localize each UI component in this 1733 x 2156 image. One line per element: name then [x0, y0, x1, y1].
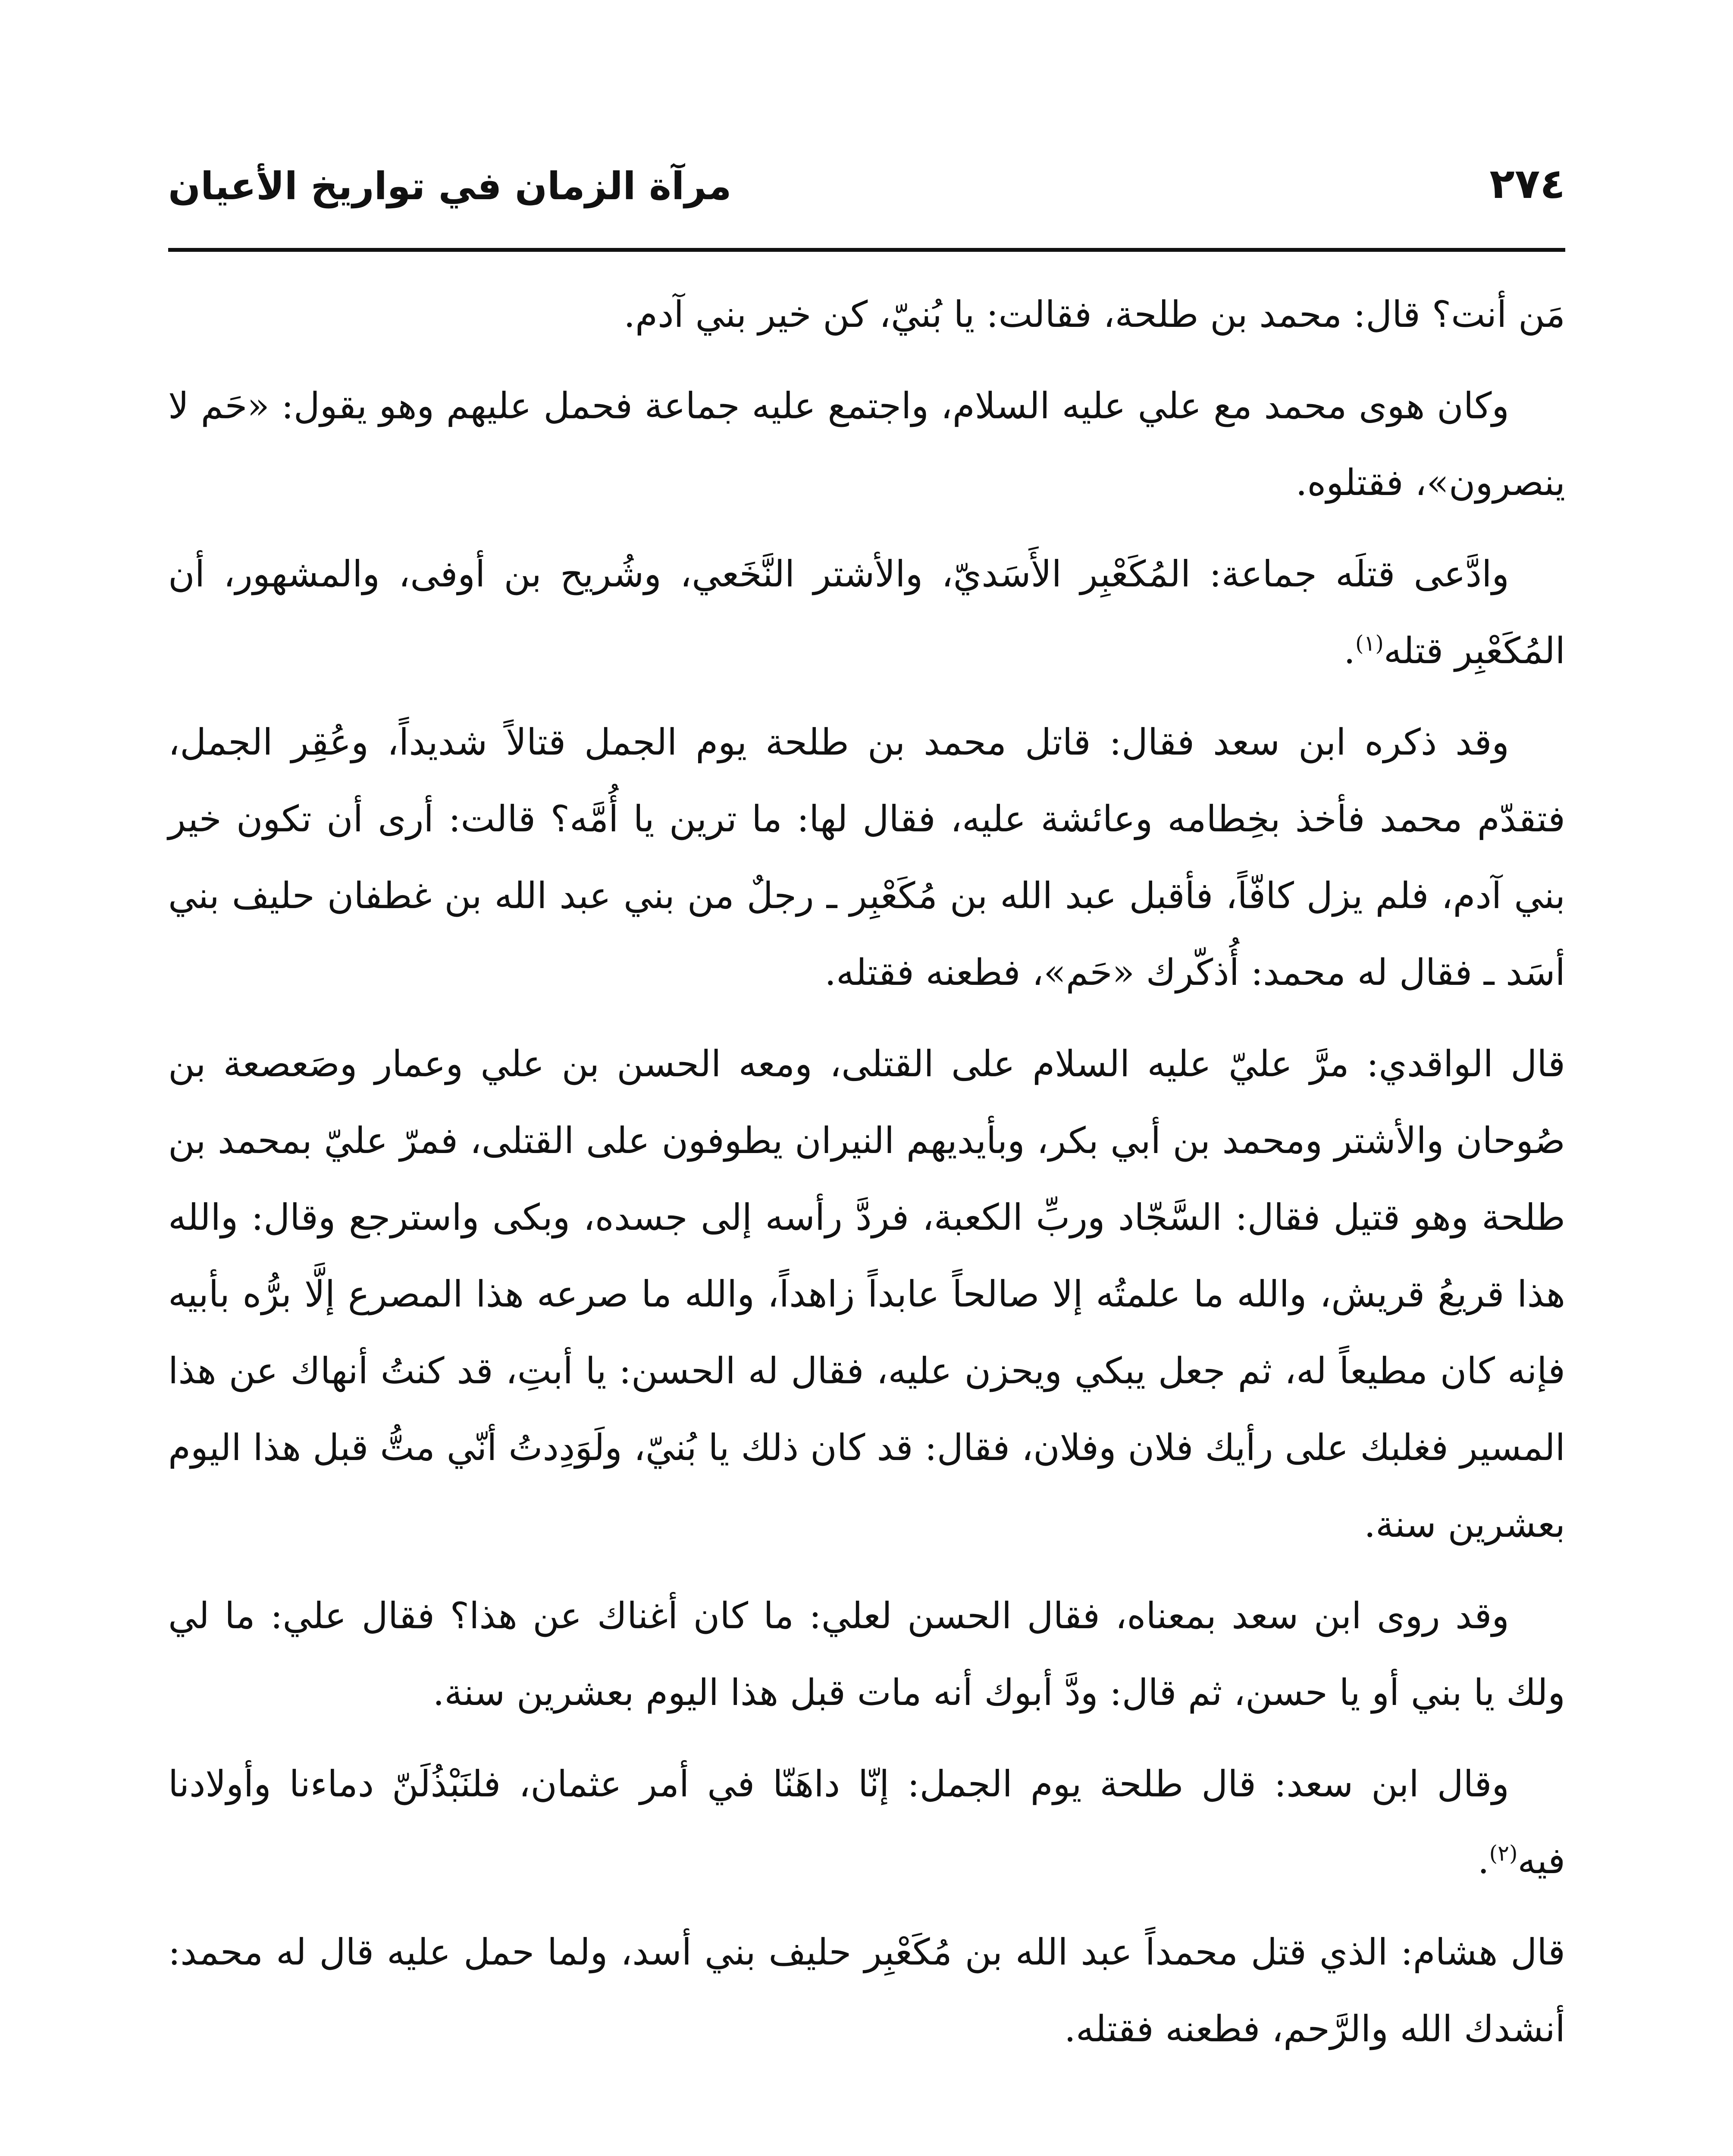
header-rule: [168, 248, 1565, 252]
paragraph-end: .: [1344, 630, 1355, 672]
paragraph-text: وقد روى ابن سعد بمعناه، فقال الحسن لعلي: ما كان أغناك عن هذا؟ فقال علي: ما لي ولك يا بني أو يا حسن، ثم قال: ودَّ أبوك أنه مات قبل هذا اليوم بعشرين سنة.: [168, 1595, 1565, 1714]
paragraph-text: وادَّعى قتلَه جماعة: المُكَعْبِر الأَسَديّ، والأشتر النَّخَعي، وشُريح بن أوفى، والمشهور، أن المُكَعْبِر قتله: [168, 553, 1565, 672]
page-number: ٢٧٤: [1489, 160, 1565, 208]
paragraph-2: [168, 367, 1565, 521]
paragraph-3: [168, 536, 1565, 689]
footnote-reference-1[interactable]: (١): [1355, 631, 1384, 656]
paragraph-4: [168, 704, 1565, 1011]
page-header: [168, 129, 1565, 229]
paragraph-end: .: [1477, 1839, 1489, 1882]
body-text: [168, 276, 1565, 2082]
book-page: [168, 0, 1565, 2156]
paragraph-text: قال هشام: الذي قتل محمداً عبد الله بن مُكَعْبِر حليف بني أسد، ولما حمل عليه قال له محمد: أنشدك الله والرَّحم، فطعنه فقتله.: [168, 1931, 1565, 2050]
running-title: مرآة الزمان في تواريخ الأعيان: [168, 164, 732, 208]
paragraph-6: [168, 1577, 1565, 1731]
paragraph-1: [168, 276, 1565, 353]
paragraph-5: [168, 1025, 1565, 1563]
paragraph-text: وقال ابن سعد: قال طلحة يوم الجمل: إنّا داهَنّا في أمر عثمان، فلنَبْذُلَنّ دماءنا وأولادنا فيه: [168, 1763, 1565, 1882]
paragraph-text: وكان هوى محمد مع علي عليه السلام، واجتمع عليه جماعة فحمل عليهم وهو يقول: «حَم لا ينصرون»، فقتلوه.: [168, 385, 1565, 504]
paragraph-8: [168, 1914, 1565, 2067]
paragraph-text: مَن أنت؟ قال: محمد بن طلحة، فقالت: يا بُنيّ، كن خير بني آدم.: [624, 293, 1565, 335]
paragraph-text: قال الواقدي: مرَّ عليّ عليه السلام على القتلى، ومعه الحسن بن علي وعمار وصَعصعة بن صُوحان والأشتر ومحمد بن أبي بكر، وبأيديهم النيران يطوفون على القتلى، فمرّ عليّ بمحمد بن طلحة وهو قتيل فقال: السَّجّاد وربِّ الكعبة، فردَّ رأسه إلى جسده، وبكى واسترجع وقال: والله هذا قريعُ قريش، والله ما علمتُه إلا صالحاً عابداً زاهداً، والله ما صرعه هذا المصرع إلَّا برُّه بأبيه فإنه كان مطيعاً له، ثم جعل يبكي ويحزن عليه، فقال له الحسن: يا أبتِ، قد كنتُ أنهاك عن هذا المسير فغلبك على رأيك فلان وفلان، فقال: قد كان ذلك يا بُنيّ، ولَوَدِدتُ أنّي متُّ قبل هذا اليوم بعشرين سنة.: [168, 1043, 1565, 1545]
paragraph-7: [168, 1745, 1565, 1899]
paragraph-text: وقد ذكره ابن سعد فقال: قاتل محمد بن طلحة يوم الجمل قتالاً شديداً، وعُقِر الجمل، فتقدّم محمد فأخذ بخِطامه وعائشة عليه، فقال لها: ما ترين يا أُمَّه؟ قالت: أرى أن تكون خير بني آدم، فلم يزل كافّاً، فأقبل عبد الله بن مُكَعْبِر ـ رجلٌ من بني عبد الله بن غطفان حليف بني أسَد ـ فقال له محمد: أُذكّرك «حَم»، فطعنه فقتله.: [168, 721, 1565, 993]
footnote-reference-2[interactable]: (٢): [1489, 1841, 1518, 1866]
